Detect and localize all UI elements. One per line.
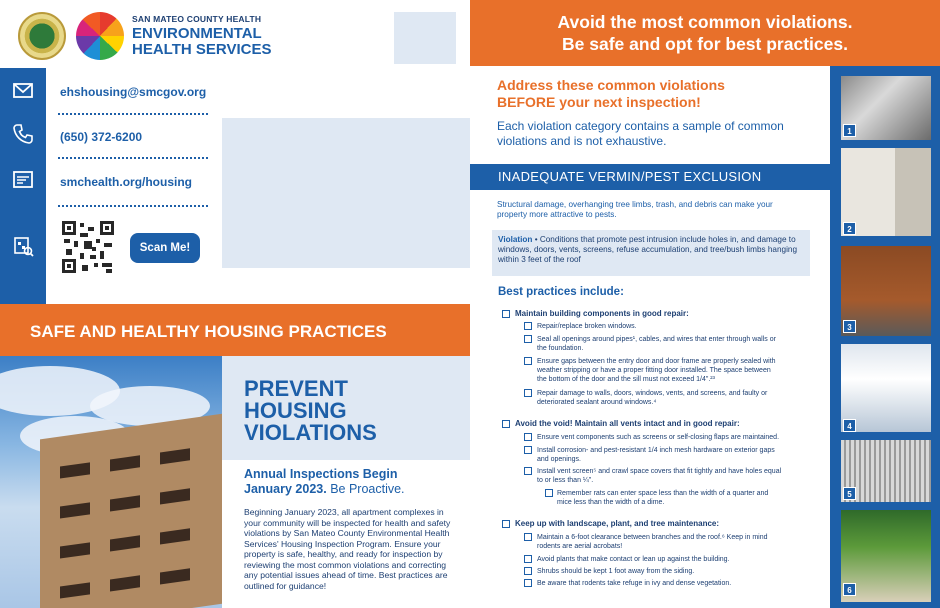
agency-name-line-2: HEALTH SERVICES [132,41,272,58]
checkbox[interactable] [524,357,532,365]
practice-item: Ensure vent components such as screens or self-closing flaps are maintained. [537,434,780,441]
contact-icon-strip [0,68,46,304]
divider [58,205,208,207]
checkbox[interactable] [502,420,510,428]
prevent-title [244,378,444,444]
prevent-title-line-2: HOUSING [244,398,347,423]
practice-group-2-title: Avoid the void! Maintain all vents intact and in good repair: [515,419,740,428]
checkbox[interactable] [524,533,532,541]
best-practices-heading: Best practices include: [498,286,624,298]
photo-number: 3 [843,320,856,333]
checkbox[interactable] [524,335,532,343]
practice-item: Seal all openings around pipes¹, cables, and wires that enter through walls or the foundation. [537,336,776,352]
address-line-2: BEFORE your next inspection! [497,94,701,110]
email-icon [10,78,36,104]
practice-sub-item: Remember rats can enter space less than the width of a quarter and mice less than the width of a dime. [557,490,769,506]
practice-item: Shrubs should be kept 1 foot away from the siding. [537,568,695,575]
agency-name [132,26,292,58]
banner-line-2: Be safe and opt for best practices. [562,34,848,54]
checkbox[interactable] [524,579,532,587]
checkbox[interactable] [524,555,532,563]
qr-code[interactable] [62,221,114,273]
prevent-title-line-1: PREVENT [244,376,348,401]
phone-link[interactable]: (650) 372-6200 [60,130,143,144]
practice-group-1-title: Maintain building components in good repair: [515,309,689,318]
email-link[interactable]: ehshousing@smcgov.org [60,85,207,99]
prevent-title-line-3: VIOLATIONS [244,420,377,445]
annual-inspections-body: Beginning January 2023, all apartment complexes in your community will be inspected for health and safety violations by San Mateo County Environmental Health Services' Housing Inspection Program. Ensure your property is safe, healthy, and ready for inspection by reviewing the most common violations and correcting any potential issues ahead of time. Best practices are outlined for guidance! [244,507,451,591]
checkbox[interactable] [524,467,532,475]
common-violations-banner [470,0,940,66]
photo-number: 5 [843,487,856,500]
address-violations-heading [497,77,797,111]
annual-line-1: Annual Inspections Begin [244,467,398,481]
practice-item: Avoid plants that make contact or lean up against the building. [537,556,730,563]
agency-name-line-1: ENVIRONMENTAL [132,25,262,42]
checkbox[interactable] [524,567,532,575]
structural-damage-text: Structural damage, overhanging tree limbs, trash, and debris can make your property more attractive to pests. [497,200,773,219]
safe-housing-banner: SAFE AND HEALTHY HOUSING PRACTICES [0,304,470,356]
photo-number: 6 [843,583,856,596]
category-note: Each violation category contains a sample of common violations and is not exhaustive. [497,119,784,148]
photo-number: 2 [843,222,856,235]
apartment-building-photo [0,356,222,608]
divider [58,113,208,115]
qr-scan-icon [10,234,36,260]
practice-item: Repair/replace broken windows. [537,323,637,330]
violation-label: Violation [498,235,533,244]
annual-inspections-heading [244,467,454,497]
phone-icon [10,122,36,148]
checkbox[interactable] [524,389,532,397]
divider [58,157,208,159]
practice-item: Repair damage to walls, doors, windows, vents, and screens, and faulty or deteriorated sealant around windows.⁴ [537,390,768,406]
address-line-1: Address these common violations [497,77,725,93]
annual-line-2: January 2023. [244,482,327,496]
violation-callout [492,230,810,276]
blank-image-placeholder [394,12,456,64]
practice-item: Install corrosion- and pest-resistant 1/4 inch mesh hardware on exterior gaps and openings. [537,447,775,463]
practice-group-3-title: Keep up with landscape, plant, and tree maintenance: [515,519,720,528]
checkbox[interactable] [524,433,532,441]
practice-item: Ensure gaps between the entry door and door frame are properly sealed with weather stripping or have a proper fitting door installed. The space between the bottom of the door and the sill must not exceed 1/4".²³ [537,358,776,383]
website-icon [10,168,36,194]
blank-image-placeholder [222,118,470,268]
practice-item: Maintain a 6-foot clearance between branches and the roof.⁶ Keep in mind rodents are aerial acrobats! [537,534,768,550]
agency-name-small: SAN MATEO COUNTY HEALTH [132,14,262,24]
practice-item: Be aware that rodents take refuge in ivy and dense vegetation. [537,580,732,587]
health-mosaic-logo [76,12,124,60]
photo-number: 4 [843,419,856,432]
checkbox[interactable] [545,489,553,497]
violation-text: • Conditions that promote pest intrusion include holes in, and damage to windows, doors, vents, screens, refuse accumulation, and tree/bush limbs hanging within 3 feet of the roof [498,235,798,264]
checkbox[interactable] [524,446,532,454]
practice-item: Install vent screen⁵ and crawl space covers that fit tightly and have holes equal to or less than ¼". [537,468,782,484]
scan-me-button[interactable]: Scan Me! [130,233,200,263]
be-proactive: Be Proactive. [330,482,405,496]
vermin-section-header: INADEQUATE VERMIN/PEST EXCLUSION [470,164,830,190]
checkbox[interactable] [502,310,510,318]
photo-number: 1 [843,124,856,137]
banner-line-1: Avoid the most common violations. [557,12,853,32]
website-link[interactable]: smchealth.org/housing [60,175,193,189]
county-seal-logo [18,12,66,60]
checkbox[interactable] [502,520,510,528]
checkbox[interactable] [524,322,532,330]
